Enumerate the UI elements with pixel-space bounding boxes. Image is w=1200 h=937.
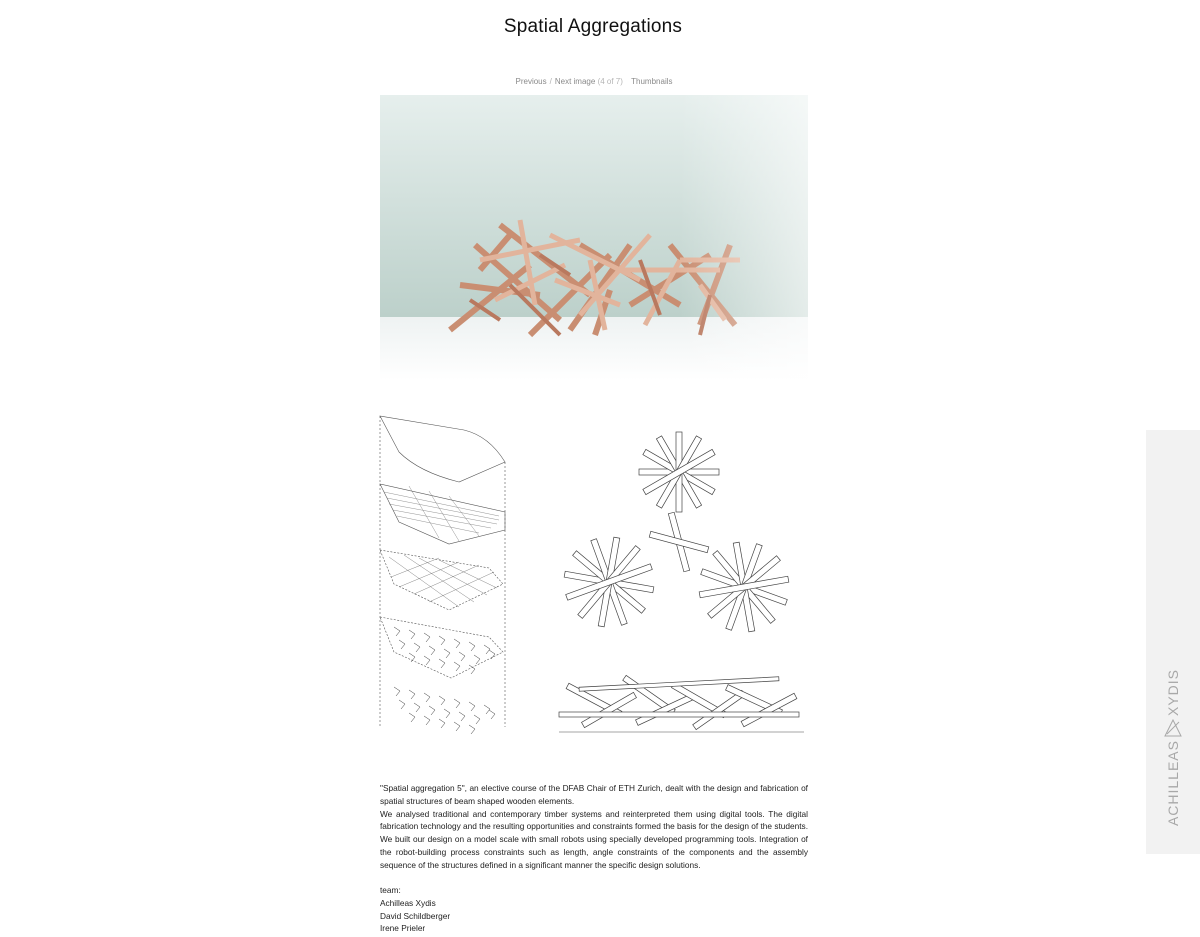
- team-credits: [380, 884, 680, 935]
- logo-triangle-icon: [1165, 720, 1181, 736]
- team-member: Achilleas Xydis: [380, 897, 436, 908]
- thumbnails-link[interactable]: Thumbnails: [631, 77, 673, 86]
- logo-first-name: ACHILLEAS: [1165, 740, 1181, 827]
- team-label: team:: [380, 885, 401, 895]
- previous-link[interactable]: Previous: [515, 77, 547, 86]
- project-description: [380, 782, 808, 872]
- image-navigation: [380, 77, 808, 86]
- description-paragraph: "Spatial aggregation 5", an elective course of the DFAB Chair of ETH Zurich, dealt with the design and fabrication of spatial structures of beam shaped wooden elements.: [380, 783, 808, 806]
- next-image-link[interactable]: Next image: [554, 77, 596, 86]
- nav-separator: /: [549, 77, 552, 86]
- project-diagram[interactable]: [379, 412, 809, 745]
- description-paragraph: We analysed traditional and contemporary timber systems and reinterpreted them using digital tools. The digital fabrication technology and the resulting opportunities and constraints formed the basis for the design of the students. We built our design on a model scale with small robots using specially developed programming tools. Integration of the robot-building process constraints such as length, angle constraints of the components and the assembly sequence of the structures defined in a significant manner the specific design solutions.: [380, 808, 809, 870]
- team-member: Irene Prieler: [380, 923, 426, 934]
- logo: [1146, 430, 1200, 854]
- project-photo[interactable]: [380, 95, 808, 380]
- image-counter: (4 of 7): [597, 77, 623, 86]
- page-title: Spatial Aggregations: [503, 16, 683, 37]
- logo-last-name: XYDIS: [1165, 668, 1181, 716]
- side-logo-tab[interactable]: [1146, 430, 1200, 854]
- team-member: David Schildberger: [380, 910, 451, 921]
- structure-line-drawing: [379, 412, 809, 745]
- wooden-model-photo: [380, 95, 808, 380]
